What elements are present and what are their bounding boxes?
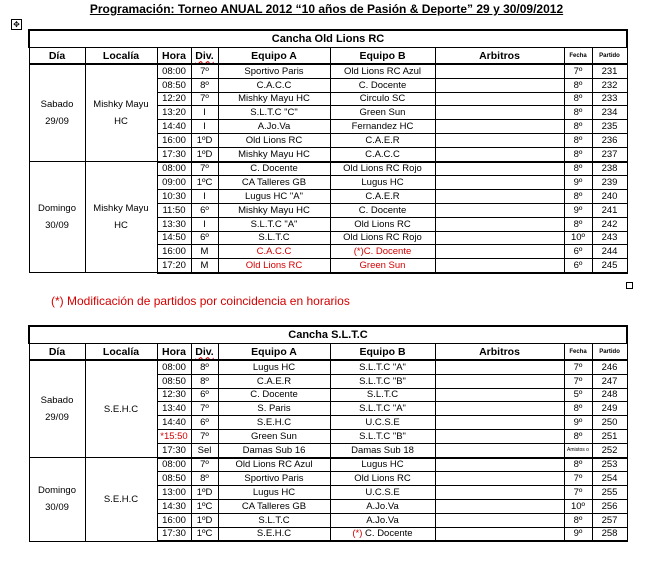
day-cell (29, 64, 85, 162)
equipo-b-cell: Fernandez HC (330, 120, 435, 134)
partido-cell: 258 (592, 527, 627, 541)
fecha-cell: 8º (564, 133, 592, 147)
equipo-a-cell: Mishky Mayu HC (218, 203, 330, 217)
arbitros-cell (435, 527, 564, 541)
fecha-cell: 10º (564, 499, 592, 513)
partido-cell: 257 (592, 513, 627, 527)
equipo-a-cell: Sportivo Paris (218, 472, 330, 486)
fecha-cell: 9º (564, 176, 592, 190)
header-arbitros: Arbitros (435, 344, 564, 361)
arbitros-cell (435, 486, 564, 500)
header-equipo-b: Equipo B (330, 48, 435, 65)
equipo-b-cell: S.L.T.C "A" (330, 402, 435, 416)
hora-cell: *15:50 (157, 429, 191, 443)
equipo-a-cell: S.L.T.C (218, 231, 330, 245)
equipo-b-cell: S.L.T.C "B" (330, 429, 435, 443)
equipo-b-cell: Old Lions RC Rojo (330, 231, 435, 245)
arbitros-cell (435, 203, 564, 217)
hora-cell: 08:00 (157, 458, 191, 472)
hora-cell: 16:00 (157, 513, 191, 527)
hora-cell: 13:00 (157, 486, 191, 500)
partido-cell: 240 (592, 190, 627, 204)
hora-cell: 17:30 (157, 147, 191, 161)
arbitros-cell (435, 120, 564, 134)
arbitros-cell (435, 259, 564, 273)
div-cell: 7º (191, 458, 218, 472)
equipo-a-cell: C. Docente (218, 388, 330, 402)
equipo-b-cell: (*)C. Docente (330, 245, 435, 259)
equipo-a-cell: CA Talleres GB (218, 499, 330, 513)
venue-name: Cancha Old Lions RC (29, 30, 627, 48)
partido-cell: 246 (592, 360, 627, 374)
header-partido: Partido (592, 344, 627, 361)
venue-name: Cancha S.L.T.C (29, 326, 627, 344)
div-cell: 7º (191, 429, 218, 443)
div-cell: 6º (191, 388, 218, 402)
hora-cell: 13:30 (157, 217, 191, 231)
partido-cell: 243 (592, 231, 627, 245)
equipo-b-cell: A.Jo.Va (330, 513, 435, 527)
day-cell (29, 458, 85, 542)
hora-cell: 10:30 (157, 190, 191, 204)
partido-cell: 242 (592, 217, 627, 231)
equipo-b-cell: Green Sun (330, 106, 435, 120)
partido-cell: 247 (592, 374, 627, 388)
div-cell: 1ºC (191, 499, 218, 513)
fecha-cell: 5º (564, 388, 592, 402)
hora-cell: 08:50 (157, 374, 191, 388)
match-row (29, 162, 627, 176)
fecha-cell: 7º (564, 472, 592, 486)
day-cell (29, 162, 85, 273)
equipo-a-cell: Green Sun (218, 429, 330, 443)
hora-cell: 17:30 (157, 527, 191, 541)
match-row (29, 360, 627, 374)
div-cell: 1ºD (191, 133, 218, 147)
fecha-cell: 7º (564, 374, 592, 388)
fecha-cell: 9º (564, 527, 592, 541)
equipo-a-cell: S.L.T.C "A" (218, 217, 330, 231)
day-name: Domingo (37, 203, 77, 215)
match-row (29, 64, 627, 78)
modification-note: (*) Modificación de partidos por coincidencia en horarios (51, 294, 350, 308)
partido-cell: 235 (592, 120, 627, 134)
arbitros-cell (435, 106, 564, 120)
div-cell: I (191, 120, 218, 134)
header-dia: Día (29, 48, 85, 65)
equipo-b-cell: U.C.S.E (330, 416, 435, 430)
div-cell: 1ºC (191, 527, 218, 541)
div-cell: 1ºC (191, 176, 218, 190)
day-date: 30/09 (45, 502, 69, 514)
day-name: Sabado (40, 395, 74, 407)
div-cell: 8º (191, 78, 218, 92)
page-title: Programación: Torneo ANUAL 2012 “10 años de Pasión & Deporte” 29 y 30/09/2012 (89, 2, 564, 16)
partido-cell: 236 (592, 133, 627, 147)
partido-cell: 255 (592, 486, 627, 500)
day-date: 29/09 (45, 412, 69, 424)
div-cell: 6º (191, 231, 218, 245)
arbitros-cell (435, 133, 564, 147)
fecha-cell: 8º (564, 458, 592, 472)
fecha-cell: 7º (564, 360, 592, 374)
header-equipo-a: Equipo A (218, 48, 330, 65)
hora-cell: 17:20 (157, 259, 191, 273)
arbitros-cell (435, 513, 564, 527)
arbitros-cell (435, 245, 564, 259)
header-equipo-b: Equipo B (330, 344, 435, 361)
equipo-b-cell: S.L.T.C "B" (330, 374, 435, 388)
arbitros-cell (435, 360, 564, 374)
arbitros-cell (435, 64, 564, 78)
equipo-a-cell: S.L.T.C "C" (218, 106, 330, 120)
partido-cell: 237 (592, 147, 627, 161)
hora-cell: 14:40 (157, 416, 191, 430)
arbitros-cell (435, 176, 564, 190)
fecha-cell: 9º (564, 416, 592, 430)
div-cell: 7º (191, 162, 218, 176)
fecha-cell: 8º (564, 78, 592, 92)
fecha-cell: 6º (564, 245, 592, 259)
equipo-b-cell: C.A.E.R (330, 133, 435, 147)
equipo-a-cell: C.A.C.C (218, 245, 330, 259)
equipo-a-cell: Sportivo Paris (218, 64, 330, 78)
div-cell: I (191, 106, 218, 120)
partido-cell: 232 (592, 78, 627, 92)
equipo-a-cell: Damas Sub 16 (218, 443, 330, 457)
arbitros-cell (435, 472, 564, 486)
arbitros-cell (435, 190, 564, 204)
equipo-b-cell: Old Lions RC (330, 472, 435, 486)
equipo-b-cell: Damas Sub 18 (330, 443, 435, 457)
arbitros-cell (435, 374, 564, 388)
div-cell: 8º (191, 472, 218, 486)
hora-cell: 09:00 (157, 176, 191, 190)
hora-cell: 08:00 (157, 360, 191, 374)
arbitros-cell (435, 162, 564, 176)
fecha-cell: 8º (564, 120, 592, 134)
fecha-cell: 8º (564, 190, 592, 204)
equipo-b-cell: C. Docente (330, 78, 435, 92)
arbitros-cell (435, 416, 564, 430)
fecha-cell: 7º (564, 64, 592, 78)
fecha-cell: 8º (564, 162, 592, 176)
header-dia: Día (29, 344, 85, 361)
venue-table-old-lions (28, 29, 628, 274)
div-cell: Sel (191, 443, 218, 457)
localia-cell: Mishky Mayu HC (85, 64, 157, 162)
div-cell: 1ºD (191, 513, 218, 527)
partido-cell: 250 (592, 416, 627, 430)
header-div: Div. (191, 344, 218, 361)
hora-cell: 14:40 (157, 120, 191, 134)
day-name: Sabado (40, 99, 74, 111)
equipo-b-cell: A.Jo.Va (330, 499, 435, 513)
partido-cell: 241 (592, 203, 627, 217)
equipo-b-cell: C.A.E.R (330, 190, 435, 204)
hora-cell: 14:30 (157, 499, 191, 513)
equipo-b-cell: Old Lions RC Rojo (330, 162, 435, 176)
div-cell: 7º (191, 64, 218, 78)
div-cell: 8º (191, 374, 218, 388)
header-arbitros: Arbitros (435, 48, 564, 65)
equipo-a-cell: S.L.T.C (218, 513, 330, 527)
fecha-cell: 8º (564, 92, 592, 106)
fecha-cell: Amistos o (564, 443, 592, 457)
hora-cell: 08:50 (157, 472, 191, 486)
equipo-a-cell: S.E.H.C (218, 527, 330, 541)
div-cell: 1ºD (191, 147, 218, 161)
div-cell: M (191, 245, 218, 259)
arbitros-cell (435, 231, 564, 245)
hora-cell: 12:20 (157, 92, 191, 106)
arbitros-cell (435, 217, 564, 231)
partido-cell: 248 (592, 388, 627, 402)
header-localia: Localía (85, 48, 157, 65)
equipo-b-cell: Old Lions RC (330, 217, 435, 231)
arbitros-cell (435, 402, 564, 416)
partido-cell: 239 (592, 176, 627, 190)
equipo-a-cell: S.E.H.C (218, 416, 330, 430)
fecha-cell: 9º (564, 203, 592, 217)
day-date: 30/09 (45, 220, 69, 232)
div-cell: 7º (191, 402, 218, 416)
match-row (29, 458, 627, 472)
header-hora: Hora (157, 48, 191, 65)
fecha-cell: 8º (564, 217, 592, 231)
equipo-b-cell: Lugus HC (330, 176, 435, 190)
equipo-a-cell: Lugus HC (218, 486, 330, 500)
header-hora: Hora (157, 344, 191, 361)
partido-cell: 254 (592, 472, 627, 486)
arbitros-cell (435, 92, 564, 106)
equipo-a-cell: Old Lions RC (218, 259, 330, 273)
arbitros-cell (435, 499, 564, 513)
partido-cell: 238 (592, 162, 627, 176)
equipo-b-cell: Lugus HC (330, 458, 435, 472)
equipo-a-cell: A.Jo.Va (218, 120, 330, 134)
partido-cell: 253 (592, 458, 627, 472)
partido-cell: 249 (592, 402, 627, 416)
day-date: 29/09 (45, 116, 69, 128)
fecha-cell: 8º (564, 513, 592, 527)
div-cell: 8º (191, 360, 218, 374)
hora-cell: 08:00 (157, 162, 191, 176)
partido-cell: 231 (592, 64, 627, 78)
div-cell: 7º (191, 92, 218, 106)
partido-cell: 245 (592, 259, 627, 273)
div-cell: 1ºD (191, 486, 218, 500)
arbitros-cell (435, 429, 564, 443)
equipo-b-cell: C. Docente (330, 203, 435, 217)
day-cell (29, 360, 85, 458)
hora-cell: 11:50 (157, 203, 191, 217)
hora-cell: 14:50 (157, 231, 191, 245)
equipo-b-cell: S.L.T.C (330, 388, 435, 402)
fecha-cell: 6º (564, 259, 592, 273)
hora-cell: 08:50 (157, 78, 191, 92)
equipo-a-cell: S. Paris (218, 402, 330, 416)
partido-cell: 251 (592, 429, 627, 443)
arbitros-cell (435, 78, 564, 92)
partido-cell: 256 (592, 499, 627, 513)
fecha-cell: 8º (564, 147, 592, 161)
partido-cell: 244 (592, 245, 627, 259)
equipo-b-cell: S.L.T.C "A" (330, 360, 435, 374)
div-cell: I (191, 217, 218, 231)
equipo-a-cell: C.A.C.C (218, 78, 330, 92)
header-fecha: Fecha (564, 48, 592, 65)
equipo-a-cell: Old Lions RC (218, 133, 330, 147)
equipo-b-cell (330, 527, 435, 541)
equipo-a-cell: Mishky Mayu HC (218, 147, 330, 161)
move-handle-icon[interactable]: ✥ (11, 19, 22, 30)
hora-cell: 16:00 (157, 245, 191, 259)
hora-cell: 12:30 (157, 388, 191, 402)
header-localia: Localía (85, 344, 157, 361)
equipo-b-cell: Green Sun (330, 259, 435, 273)
localia-cell: Mishky Mayu HC (85, 162, 157, 273)
venue-table-sltc (28, 325, 628, 542)
hora-cell: 16:00 (157, 133, 191, 147)
equipo-a-cell: CA Talleres GB (218, 176, 330, 190)
arbitros-cell (435, 443, 564, 457)
fecha-cell: 8º (564, 402, 592, 416)
hora-cell: 13:20 (157, 106, 191, 120)
equipo-b-cell: Circulo SC (330, 92, 435, 106)
header-div: Div. (191, 48, 218, 65)
modified-marker: (*) (352, 528, 363, 540)
arbitros-cell (435, 388, 564, 402)
fecha-cell: 8º (564, 106, 592, 120)
header-equipo-a: Equipo A (218, 344, 330, 361)
equipo-a-cell: Lugus HC (218, 360, 330, 374)
header-fecha: Fecha (564, 344, 592, 361)
div-cell: 6º (191, 416, 218, 430)
fecha-cell: 8º (564, 429, 592, 443)
fecha-cell: 7º (564, 486, 592, 500)
arbitros-cell (435, 458, 564, 472)
localia-cell: S.E.H.C (85, 458, 157, 542)
header-partido: Partido (592, 48, 627, 65)
equipo-a-cell: C.A.E.R (218, 374, 330, 388)
div-cell: 6º (191, 203, 218, 217)
equipo-a-cell: Mishky Mayu HC (218, 92, 330, 106)
arbitros-cell (435, 147, 564, 161)
partido-cell: 252 (592, 443, 627, 457)
equipo-b-name: C. Docente (362, 528, 413, 540)
equipo-b-cell: U.C.S.E (330, 486, 435, 500)
div-cell: I (191, 190, 218, 204)
equipo-a-cell: Old Lions RC Azul (218, 458, 330, 472)
equipo-a-cell: C. Docente (218, 162, 330, 176)
equipo-b-cell: Old Lions RC Azul (330, 64, 435, 78)
partido-cell: 234 (592, 106, 627, 120)
localia-cell: S.E.H.C (85, 360, 157, 458)
hora-cell: 17:30 (157, 443, 191, 457)
day-name: Domingo (37, 485, 77, 497)
fecha-cell: 10º (564, 231, 592, 245)
equipo-a-cell: Lugus HC "A" (218, 190, 330, 204)
hora-cell: 08:00 (157, 64, 191, 78)
resize-handle-icon[interactable] (626, 282, 633, 289)
equipo-b-cell: C.A.C.C (330, 147, 435, 161)
div-cell: M (191, 259, 218, 273)
hora-cell: 13:40 (157, 402, 191, 416)
partido-cell: 233 (592, 92, 627, 106)
